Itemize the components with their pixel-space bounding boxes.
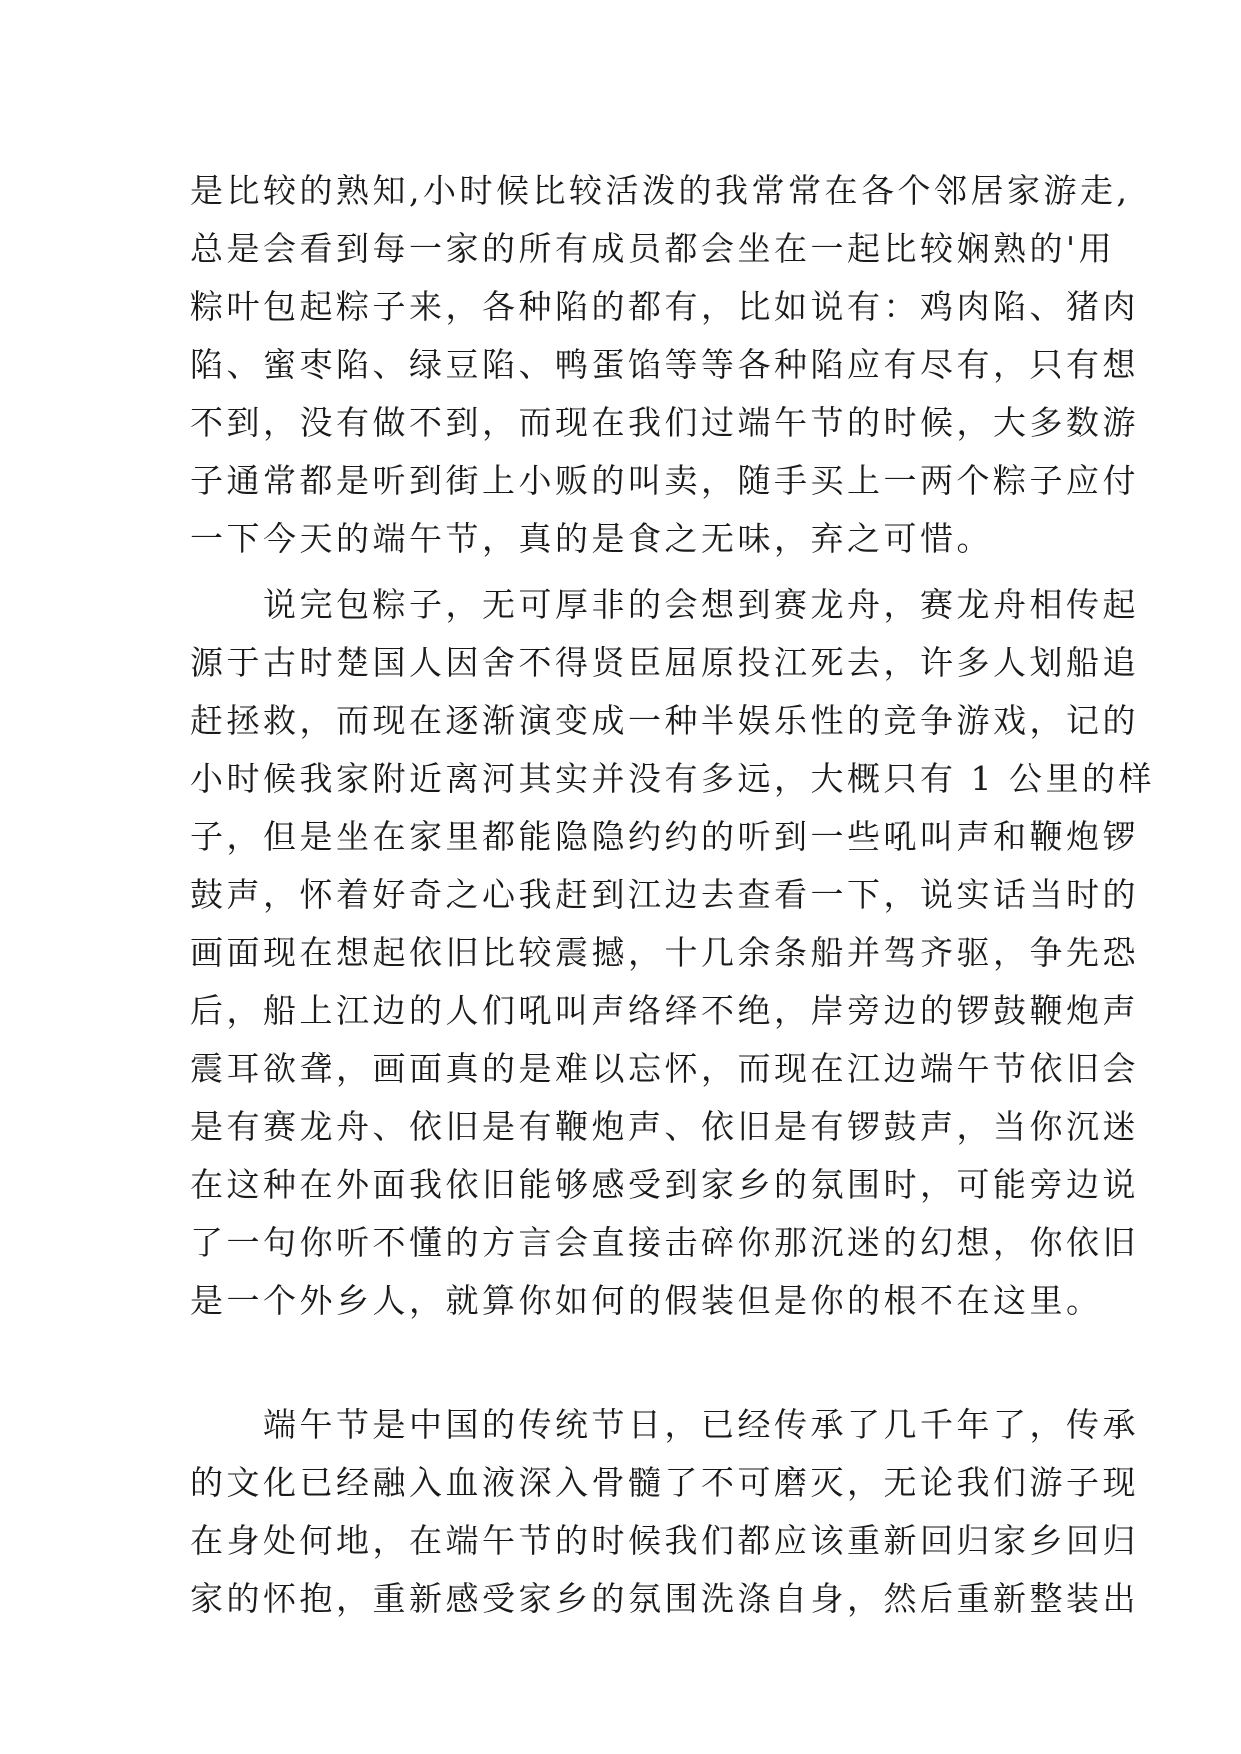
text-line: 陷、蜜枣陷、绿豆陷、鸭蛋馅等等各种陷应有尽有，只有想 [190,345,1139,384]
text-line: 小时候我家附近离河其实并没有多远，大概只有 1 公里的样 [190,759,1155,798]
text-line: 粽叶包起粽子来，各种陷的都有，比如说有：鸡肉陷、猪肉 [190,287,1139,326]
paragraph-1 [190,162,1139,568]
text-line: 家的怀抱，重新感受家乡的氛围洗涤自身，然后重新整装出 [190,1579,1139,1618]
text-line: 赶拯救，而现在逐渐演变成一种半娱乐性的竞争游戏，记的 [190,701,1139,740]
paragraph-spacer [190,568,1090,576]
text-line: 鼓声，怀着好奇之心我赶到江边去查看一下，说实话当时的 [190,875,1139,914]
text-line: 震耳欲聋，画面真的是难以忘怀，而现在江边端午节依旧会 [190,1049,1139,1088]
text-line: 子，但是坐在家里都能隐隐约约的听到一些吼叫声和鞭炮锣 [190,817,1139,856]
text-line: 源于古时楚国人因舍不得贤臣屈原投江死去，许多人划船追 [190,643,1139,682]
text-line: 一下今天的端午节，真的是食之无味，弃之可惜。 [190,519,993,558]
text-line: 说完包粽子，无可厚非的会想到赛龙舟，赛龙舟相传起 [190,585,1139,624]
document-body [190,162,1155,1628]
text-line: 画面现在想起依旧比较震撼，十几余条船并驾齐驱，争先恐 [190,933,1139,972]
text-line: 端午节是中国的传统节日，已经传承了几千年了，传承 [190,1405,1139,1444]
paragraph-spacer [190,1388,1090,1396]
text-line: 是一个外乡人，就算你如何的假装但是你的根不在这里。 [190,1281,1103,1320]
text-line: 在身处何地，在端午节的时候我们都应该重新回归家乡回归 [190,1521,1139,1560]
text-line: 是有赛龙舟、依旧是有鞭炮声、依旧是有锣鼓声，当你沉迷 [190,1107,1139,1146]
text-line: 的文化已经融入血液深入骨髓了不可磨灭，无论我们游子现 [190,1463,1139,1502]
paragraph-2 [190,576,1155,1388]
text-line: 是比较的熟知,小时候比较活泼的我常常在各个邻居家游走, [190,171,1131,210]
text-line: 子通常都是听到街上小贩的叫卖，随手买上一两个粽子应付 [190,461,1139,500]
text-line [190,1330,1090,1388]
text-line: 在这种在外面我依旧能够感受到家乡的氛围时，可能旁边说 [190,1165,1139,1204]
paragraph-3 [190,1396,1139,1628]
text-line: 不到，没有做不到，而现在我们过端午节的时候，大多数游 [190,403,1139,442]
text-line: 了一句你听不懂的方言会直接击碎你那沉迷的幻想，你依旧 [190,1223,1139,1262]
text-line: 总是会看到每一家的所有成员都会坐在一起比较娴熟的'用 [190,229,1116,268]
text-line: 后，船上江边的人们吼叫声络绎不绝，岸旁边的锣鼓鞭炮声 [190,991,1139,1030]
